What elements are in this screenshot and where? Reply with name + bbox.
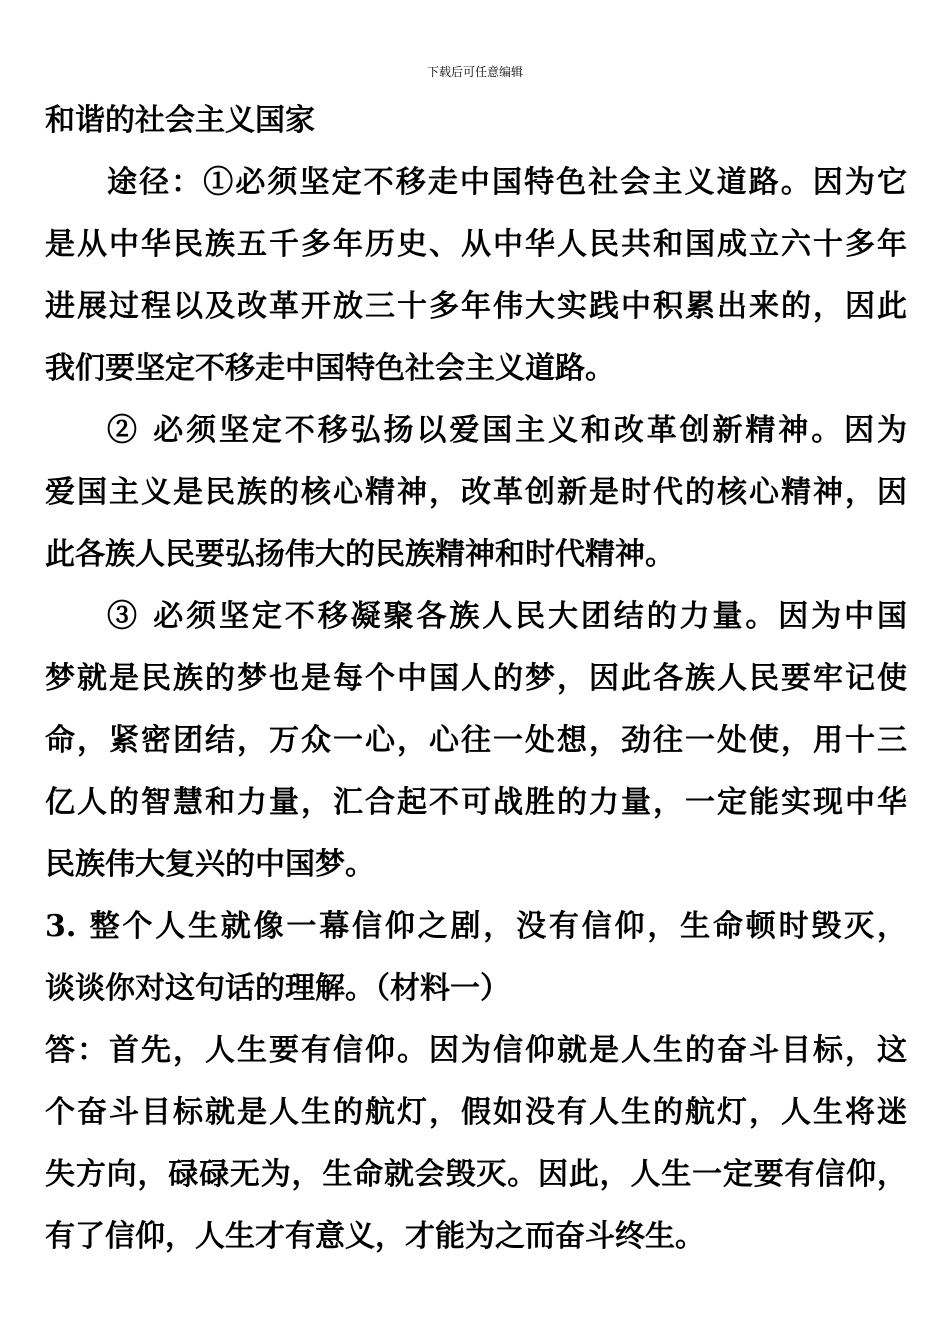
text-line: 此各族人民要弘扬伟大的民族精神和时代精神。: [45, 537, 675, 572]
text-line: 失方向，碌碌无为，生命就会毁灭。因此，人生一定要有信仰，: [45, 1157, 907, 1192]
text-line: 亿人的智慧和力量，汇合起不可战胜的力量，一定能实现中华: [45, 785, 907, 820]
text-line: 进展过程以及改革开放三十多年伟大实践中积累出来的，因此: [45, 289, 907, 324]
text-line: ② 必须坚定不移弘扬以爱国主义和改革创新精神。因为: [107, 413, 907, 448]
text-line: ③ 必须坚定不移凝聚各族人民大团结的力量。因为中国: [107, 599, 907, 634]
text-line: 个奋斗目标就是人生的航灯，假如没有人生的航灯，人生将迷: [45, 1095, 907, 1130]
text-line: 有了信仰，人生才有意义，才能为之而奋斗终生。: [45, 1219, 705, 1254]
text-line: 民族伟大复兴的中国梦。: [45, 847, 375, 882]
text-line: 3. 整个人生就像一幕信仰之剧，没有信仰，生命顿时毁灭，: [45, 909, 907, 944]
document-body: [45, 90, 907, 1268]
text-line: 爱国主义是民族的核心精神，改革创新是时代的核心精神，因: [45, 475, 907, 510]
text-line: 途径：①必须坚定不移走中国特色社会主义道路。因为它: [107, 165, 907, 200]
text-line: 是从中华民族五千多年历史、从中华人民共和国成立六十多年: [45, 227, 907, 262]
text-line: 梦就是民族的梦也是每个中国人的梦，因此各族人民要牢记使: [45, 661, 907, 696]
text-line: 答：首先，人生要有信仰。因为信仰就是人生的奋斗目标，这: [45, 1033, 907, 1068]
text-line: 命，紧密团结，万众一心，心往一处想，劲往一处使，用十三: [45, 723, 907, 758]
text-line: 和谐的社会主义国家: [45, 103, 315, 138]
text-line: 谈谈你对这句话的理解。（材料一）: [45, 971, 510, 1006]
text-line: 我们要坚定不移走中国特色社会主义道路。: [45, 351, 615, 386]
page-header: 下载后可任意编辑: [426, 65, 523, 79]
